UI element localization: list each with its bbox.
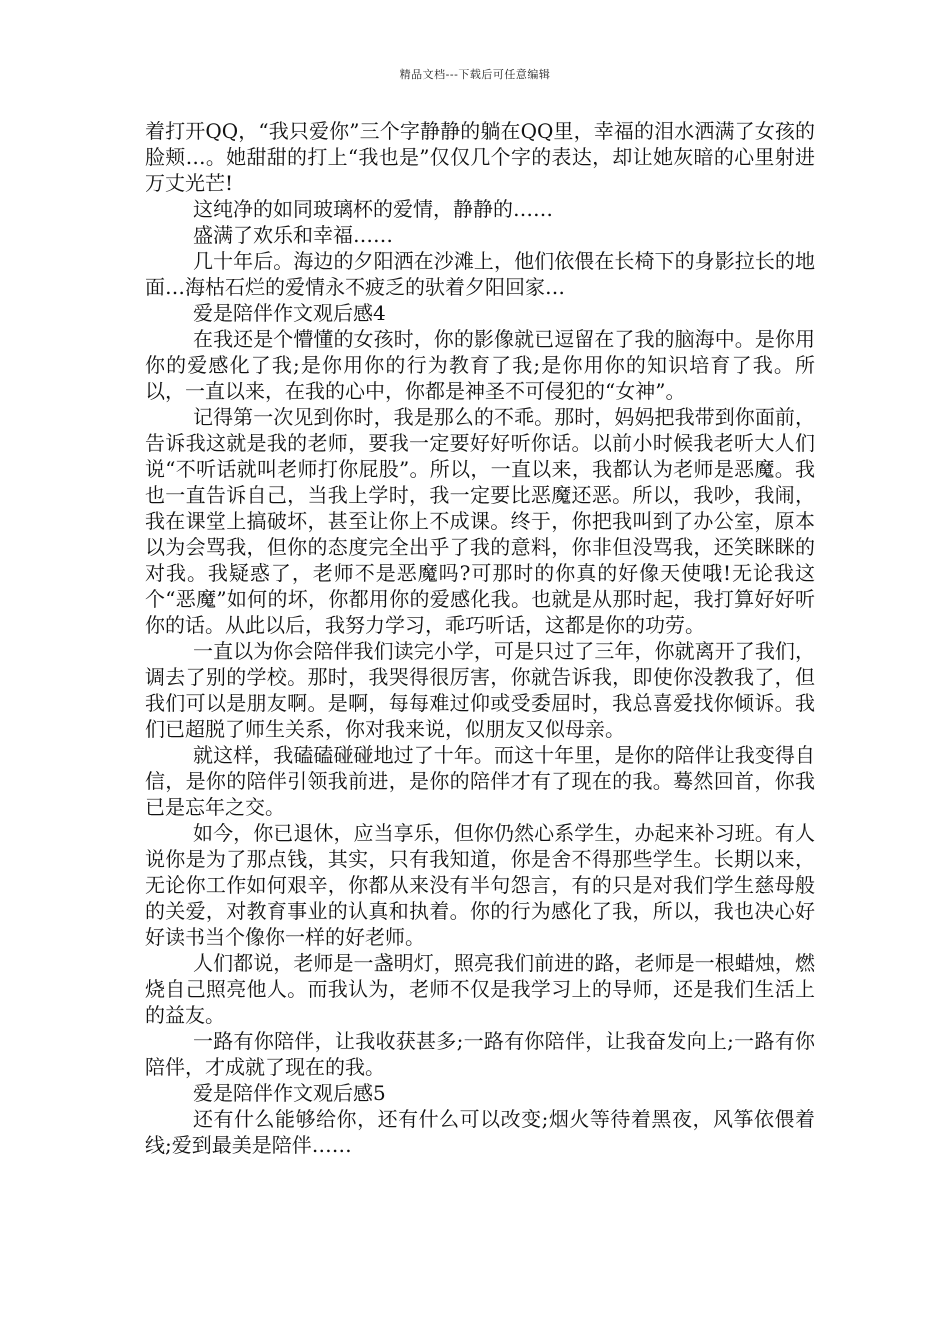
paragraph: 盛满了欢乐和幸福…… bbox=[193, 223, 393, 247]
paragraph: 就这样，我磕磕碰碰地过了十年。而这十年里，是你的陪伴让我变得自信，是你的陪伴引领我前进，是你的陪伴才有了现在的我。蓦然回首，你我已是忘年之交。 bbox=[145, 743, 815, 819]
paragraph: 这纯净的如同玻璃杯的爱情，静静的…… bbox=[193, 197, 553, 221]
paragraph: 人们都说，老师是一盏明灯，照亮我们前进的路，老师是一根蜡烛，燃烧自己照亮他人。而我认为，老师不仅是我学习上的导师，还是我们生活上的益友。 bbox=[145, 951, 815, 1027]
paragraph: 一直以为你会陪伴我们读完小学，可是只过了三年，你就离开了我们，调去了别的学校。那时，我哭得很厉害，你就告诉我，即使你没教我了，但我们可以是朋友啊。是啊，每每难过仰或受委屈时，我总喜爱找你倾诉。我们已超脱了师生关系，你对我来说，似朋友又似母亲。 bbox=[145, 639, 815, 741]
section-heading: 爱是陪伴作文观后感5 bbox=[193, 1081, 386, 1105]
paragraph: 在我还是个懵懂的女孩时，你的影像就已逗留在了我的脑海中。是你用你的爱感化了我;是你用你的行为教育了我;是你用你的知识培育了我。所以，一直以来，在我的心中，你都是神圣不可侵犯的“女神”。 bbox=[145, 327, 815, 403]
page-header: 精品文档---下载后可任意编辑 bbox=[399, 68, 551, 81]
paragraph: 如今，你已退休，应当享乐，但你仍然心系学生，办起来补习班。有人说你是为了那点钱，其实，只有我知道，你是舍不得那些学生。长期以来，无论你工作如何艰辛，你都从来没有半句怨言，有的只是对我们学生慈母般的关爱，对教育事业的认真和执着。你的行为感化了我，所以，我也决心好好读书当个像你一样的好老师。 bbox=[145, 821, 815, 949]
paragraph: 记得第一次见到你时，我是那么的不乖。那时，妈妈把我带到你面前，告诉我这就是我的老师，要我一定要好好听你话。以前小时候我老听大人们说“不听话就叫老师打你屁股”。所以，一直以来，我都认为老师是恶魔。我也一直告诉自己，当我上学时，我一定要比恶魔还恶。所以，我吵，我闹，我在课堂上搞破坏，甚至让你上不成课。终于，你把我叫到了办公室，原本以为会骂我，但你的态度完全出乎了我的意料，你非但没骂我，还笑眯眯的对我。我疑惑了，老师不是恶魔吗?可那时的你真的好像天使哦!无论我这个“恶魔”如何的坏，你都用你的爱感化我。也就是从那时起，我打算好好听你的话。从此以后，我努力学习，乖巧听话，这都是你的功劳。 bbox=[145, 405, 815, 637]
paragraph: 还有什么能够给你，还有什么可以改变;烟火等待着黑夜，风筝依偎着线;爱到最美是陪伴…… bbox=[145, 1107, 815, 1157]
paragraph: 着打开QQ，“我只爱你”三个字静静的躺在QQ里，幸福的泪水洒满了女孩的脸颊…。她甜甜的打上“我也是”仅仅几个字的表达，却让她灰暗的心里射进万丈光芒! bbox=[145, 119, 815, 195]
section-heading: 爱是陪伴作文观后感4 bbox=[193, 301, 386, 325]
paragraph: 一路有你陪伴，让我收获甚多;一路有你陪伴，让我奋发向上;一路有你陪伴，才成就了现在的我。 bbox=[145, 1029, 815, 1079]
paragraph: 几十年后。海边的夕阳洒在沙滩上，他们依偎在长椅下的身影拉长的地面…海枯石烂的爱情永不疲乏的驮着夕阳回家… bbox=[145, 249, 815, 299]
document-body bbox=[145, 118, 815, 1158]
